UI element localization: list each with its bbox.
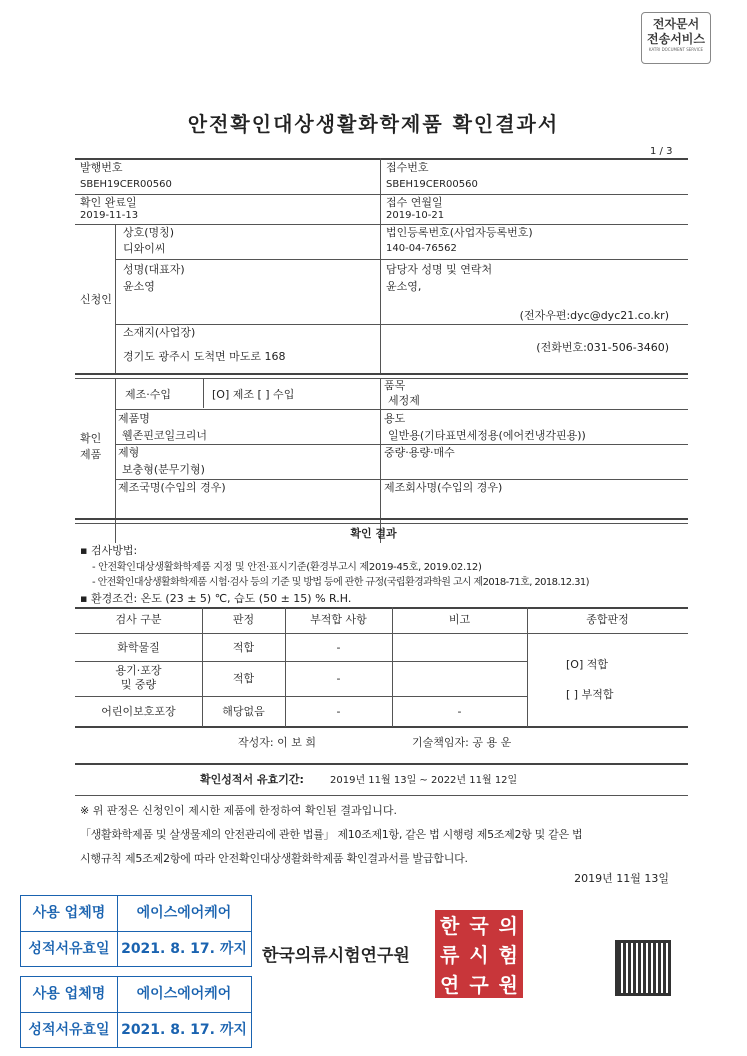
organization-name: 한국의류시험연구원 [262,946,410,966]
law-text-2: 시행규칙 제5조제2항에 따라 안전확인대상생활화학제품 확인결과서를 발급합니다. [80,852,468,865]
stamp-value: 에이스에어케어 [136,905,232,921]
method-label: ▪ 검사방법: [80,544,138,557]
method-2: - 안전확인대상생활화학제품 시험·검사 등의 기준 및 방법 등에 관한 규정(국립환경과학원 고시 제2018-71호, 2018.12.31) [92,577,589,588]
tech-manager: 기술책임자: 공 용 운 [412,736,512,749]
product-name: 웰존핀코일크리너 [122,429,208,442]
validity-label: 확인성적서 유효기간: [200,773,304,786]
table-cell: 화학물질 [117,641,160,654]
result-heading: 확인 결과 [350,527,397,540]
product-name-label: 제품명 [118,412,150,425]
use-label: 용도 [384,412,406,425]
divider [75,795,688,796]
official-seal: 한 국 의 류 시 험 연 구 원 [435,910,523,998]
divider [75,373,688,375]
issue-no-label: 발행번호 [80,161,123,174]
table-cell: 해당없음 [222,705,265,718]
receipt-no-label: 접수번호 [386,161,429,174]
divider [75,607,688,609]
divider [115,409,688,410]
divider [75,633,688,634]
badge-line3: KATRI DOCUMENT SERVICE [648,47,704,52]
divider [75,763,688,765]
method-1: - 안전확인대상생활화학제품 지정 및 안전·표시기준(환경부고시 제2019-45호, 2019.02.12) [92,562,482,573]
writer: 작성자: 이 보 희 [238,736,316,749]
use: 일반용(기타표면세정용(에어컨냉각핀용)) [388,429,586,442]
confirm-date: 2019-11-13 [80,210,139,221]
address: 경기도 광주시 도척면 마도로 168 [123,350,286,363]
divider [75,378,688,379]
form: 보충형(분무기형) [122,463,205,476]
issue-date: 2019년 11월 13일 [574,872,669,885]
stamp-key: 사용 업체명 [21,977,118,1012]
table-cell: - [457,705,462,718]
issue-no: SBEH19CER00560 [80,179,172,190]
product-section-2: 제품 [80,448,102,461]
divider [380,158,381,373]
table-cell: 어린이보호포장 [101,705,176,718]
col-header: 부적합 사항 [310,613,367,626]
divider [115,224,116,373]
company-label: 상호(명칭) [123,226,175,239]
company-name: 디와이씨 [123,242,166,255]
maker-label: 제조회사명(수입의 경우) [384,481,503,494]
divider [115,479,688,480]
stamp-value: 2021. 8. 17. 까지 [121,941,247,957]
contact-label: 담당자 성명 및 연락처 [386,263,493,276]
item-label: 품목 [384,379,406,392]
weight-label: 중량·용량·매수 [384,446,455,459]
divider [115,444,688,445]
divider [75,224,688,225]
stamp-value: 에이스에어케어 [136,986,232,1002]
receipt-no: SBEH19CER00560 [386,179,478,190]
rep-name: 윤소영 [123,280,155,293]
rep-label: 성명(대표자) [123,263,185,276]
stamp-key: 성적서유효일 [21,932,118,967]
mi-label: 제조·수입 [125,388,172,401]
law-text-1: 「생활화학제품 및 살생물제의 안전관리에 관한 법률」 제10조제1항, 같은 법 시행령 제5조제2항 및 같은 법 [80,828,583,841]
country-label: 제조국명(수입의 경우) [118,481,226,494]
table-cell: - [336,705,341,718]
overall-pass: [O] 적합 [566,658,608,671]
qr-code [615,940,671,996]
phone: (전화번호:031-506-3460) [536,341,669,354]
reg-number: 140-04-76562 [386,243,457,254]
confirm-date-label: 확인 완료일 [80,196,137,209]
divider [75,661,527,662]
overall-fail: [ ] 부적합 [566,688,614,701]
note: ※ 위 판정은 신청인이 제시한 제품에 한정하여 확인된 결과입니다. [80,804,397,817]
divider [75,523,688,524]
table-cell: 적합 [232,641,255,654]
divider [75,696,527,697]
email: (전자우편:dyc@dyc21.co.kr) [519,309,669,322]
mi-value: [O] 제조 [ ] 수입 [212,388,295,401]
divider [75,194,688,195]
contact: 윤소영, [386,280,422,293]
badge-line1: 전자문서 [652,17,700,31]
form-label: 제형 [118,446,140,459]
applicant-section: 신청인 [80,293,112,306]
environment: ▪ 환경조건: 온도 (23 ± 5) ℃, 습도 (50 ± 15) % R.H. [80,592,352,605]
stamp-key: 사용 업체명 [21,896,118,931]
stamp-value: 2021. 8. 17. 까지 [121,1022,247,1038]
table-cell: 적합 [232,672,255,685]
table-cell: - [336,641,341,654]
col-header: 검사 구분 [115,613,162,626]
divider [115,259,688,260]
divider [75,158,688,160]
usage-stamp [20,976,252,1048]
usage-stamp [20,895,252,967]
reg-label: 법인등록번호(사업자등록번호) [386,226,533,239]
divider [75,518,688,520]
stamp-key: 성적서유효일 [21,1013,118,1048]
document-title: 안전확인대상생활화학제품 확인결과서 [187,112,560,136]
product-section-1: 확인 [80,432,102,445]
address-label: 소재지(사업장) [123,326,196,339]
page-number: 1 / 3 [650,146,673,157]
receipt-date: 2019-10-21 [386,210,445,221]
table-cell: - [336,672,341,685]
badge-line2: 전송서비스 [647,32,705,46]
divider [115,324,688,325]
table-cell: 용기·포장 및 중량 [115,664,162,691]
item: 세정제 [388,394,420,407]
divider [75,726,688,728]
e-document-badge [641,12,711,64]
validity-value: 2019년 11월 13일 ~ 2022년 11월 12일 [330,775,518,786]
receipt-date-label: 접수 연월일 [386,196,443,209]
col-header: 비고 [448,613,471,626]
col-header: 종합판정 [586,613,629,626]
col-header: 판정 [232,613,255,626]
divider [203,378,204,408]
